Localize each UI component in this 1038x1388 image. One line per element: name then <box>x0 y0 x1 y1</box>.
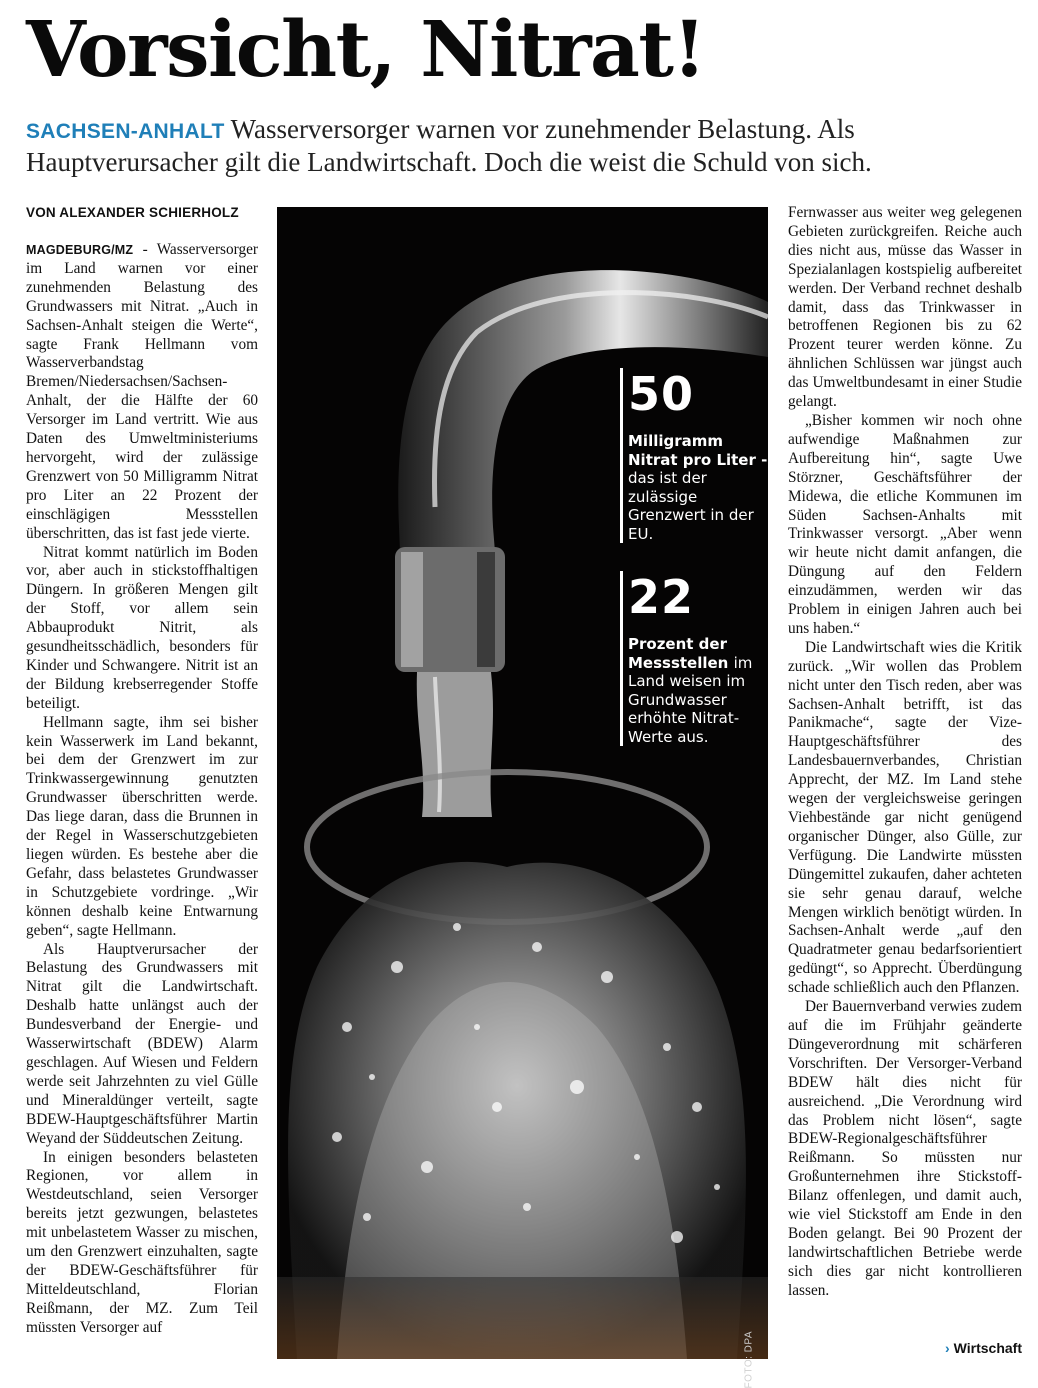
paragraph: Fernwasser aus weiter weg gelegenen Gebieten zurückgreifen. Reiche auch dies nicht aus, müsse das Wasser in Spezialanlagen kostspielig aufbereitet werden. Der Verband rechnet deshalb damit, dass das Trinkwasser in betroffenen Regionen bis zu 62 Prozent teurer werden könne. Zu ähnlichen Schlüssen war jüngst auch das Umweltbundesamt in einer Studie gelangt. <box>788 204 1022 411</box>
fact-item <box>620 368 770 543</box>
paragraph: Als Hauptverursacher der Belastung des Grundwassers mit Nitrat gilt die Landwirtschaft. Deshalb hatte unlängst auch der Bundesverband der Energie- und Wasserwirtschaft (BDEW) Alarm geschlagen. Auf Wiesen und Feldern werde seit Jahrzehnten zu viel Gülle und Mineraldünger verteilt, sagte BDEW-Hauptgeschäftsführer Martin Weyand der Süddeutschen Zeitung. <box>26 940 258 1147</box>
paragraph: „Bisher kommen wir noch ohne aufwendige Maßnahmen zur Aufbereitung hin“, sagte Uwe Störzner, Geschäftsführer der Midewa, die etliche Kommunen im Süden Sachsen-Anhalts mit Trinkwasser versorgt. „Aber wenn wir heute nicht damit anfangen, die Düngung auf den Feldern einzudämmen, werden wir das Problem in einigen Jahren auch bei uns haben.“ <box>788 411 1022 637</box>
photo-credit: FOTO: DPA <box>743 1331 754 1388</box>
intro-kicker: SACHSEN-ANHALT <box>26 120 225 143</box>
fact-text: Prozent der Messstellen im Land weisen im Grundwasser erhöhte Nitrat-Werte aus. <box>628 635 753 746</box>
intro-text: Wasserversorger warnen vor zunehmender Belastung. Als Hauptverursacher gilt die Landwirtschaft. Doch die weist die Schuld von sich. <box>26 114 872 177</box>
paragraph: Nitrat kommt natürlich im Boden vor, aber auch in stickstoffhaltigen Düngern. In größeren Mengen gilt der Stoff, vor allem sein Abbauprodukt Nitrit, als gesundheitsschädlich, besonders für Kinder und Schwangere. Nitrit ist an der Bildung krebserregender Stoffe beteiligt. <box>26 543 258 712</box>
paragraph: Der Bauernverband verwies zudem auf die im Frühjahr geänderte Düngeverordnung mit schärferen Vorschriften. Der Versorger-Verband BDEW hält dies nicht für ausreichend. „Die Verordnung wird das Problem nicht lösen“, sagte BDEW-Regionalgeschäftsführer Reißmann. So müssten nur Großunternehmen ihre Stickstoff-Bilanz offenlegen, und damit auch, wie viel Stickstoff am Ende in den Boden gelangt. Bei 90 Prozent der landwirtschaftlichen Betriebe werde sich dies gar nicht kontrollieren lassen. <box>788 998 1022 1299</box>
arrow-right-icon: › <box>945 1340 950 1356</box>
glass-base <box>277 1277 768 1359</box>
dateline: MAGDEBURG/MZ <box>26 243 134 257</box>
paragraph: Hellmann sagte, ihm sei bisher kein Wasserwerk im Land bekannt, bei dem der Grenzwert im zur Trinkwassergewinnung genutzten Grundwasser überschritten werde. Das liege daran, dass die Brunnen in der Regel in Wasserschutzgebieten liegen würden. Es bestehe aber die Gefahr, dass belastetes Grundwasser in Schutzgebiete vordringe. „Wir können deshalb keine Entwarnung geben“, sagte Hellmann. <box>26 713 258 939</box>
water-stream <box>417 672 493 817</box>
fact-box <box>620 368 770 746</box>
intro <box>26 114 1026 177</box>
article-column-3 <box>788 204 1022 1301</box>
crossref-label: Wirtschaft <box>953 1340 1022 1356</box>
crossref-link[interactable] <box>945 1340 1022 1356</box>
lead-text: - Wasserversorger im Land warnen vor einer zunehmenden Belastung des Grundwassers mit Nitrat. „Auch in Sachsen-Anhalt steigen die Werte“, sagte Frank Hellmann vom Wasserverbandstag Bremen/Niedersachsen/Sachsen-Anhalt, der die Hälfte der 60 Versorger im Land vertritt. Wie aus Daten des Umweltministeriums hervorgeht, wird der zulässige Grenzwert von 50 Milligramm Nitrat pro Liter an 22 Prozent der einschlägigen Messstellen überschritten, das ist fast jede vierte. <box>26 241 258 542</box>
paragraph: In einigen besonders belasteten Regionen, vor allem in Westdeutschland, seien Versorger bereits jetzt gezwungen, belastetes mit unbelastetem Wasser zu mischen, um den Grenzwert einzuhalten, sagte der BDEW-Geschäftsführer für Mitteldeutschland, Florian Reißmann, der MZ. Zum Teil müssten Versorger auf <box>26 1148 258 1336</box>
fact-number: 22 <box>628 570 695 624</box>
fact-number: 50 <box>628 367 695 421</box>
headline: Vorsicht, Nitrat! <box>26 5 705 95</box>
fact-item <box>620 571 770 746</box>
fact-text: Milligramm Nitrat pro Liter - das ist der zulässige Grenzwert in der EU. <box>628 432 768 543</box>
byline: VON ALEXANDER SCHIERHOLZ <box>26 205 239 220</box>
paragraph: Die Landwirtschaft wies die Kritik zurück. „Wir wollen das Problem nicht unter den Tisch reden, aber was Sachsen-Anhalt betrifft, ist das Panikmache“, sagte der Vize-Hauptgeschäftsführer des Landesbauernverbandes, Christian Apprecht, der MZ. Im Land stehe wegen der vergleichsweise geringen Viehbestände gar nicht genügend organischer Dünger, also Gülle, zur Verfügung. Die Landwirte müssten Düngemittel zukaufen, daher achteten sie sehr genau darauf, welche Mengen wirklich benötigt würden. In Sachsen-Anhalt werde „auf den Quadratmeter genau bedarfsorientiert gedüngt“, so Apprecht. Überdüngung schade schließlich auch den Pflanzen. <box>788 638 1022 997</box>
lead-paragraph <box>26 241 258 544</box>
article-column-1 <box>26 241 258 1338</box>
